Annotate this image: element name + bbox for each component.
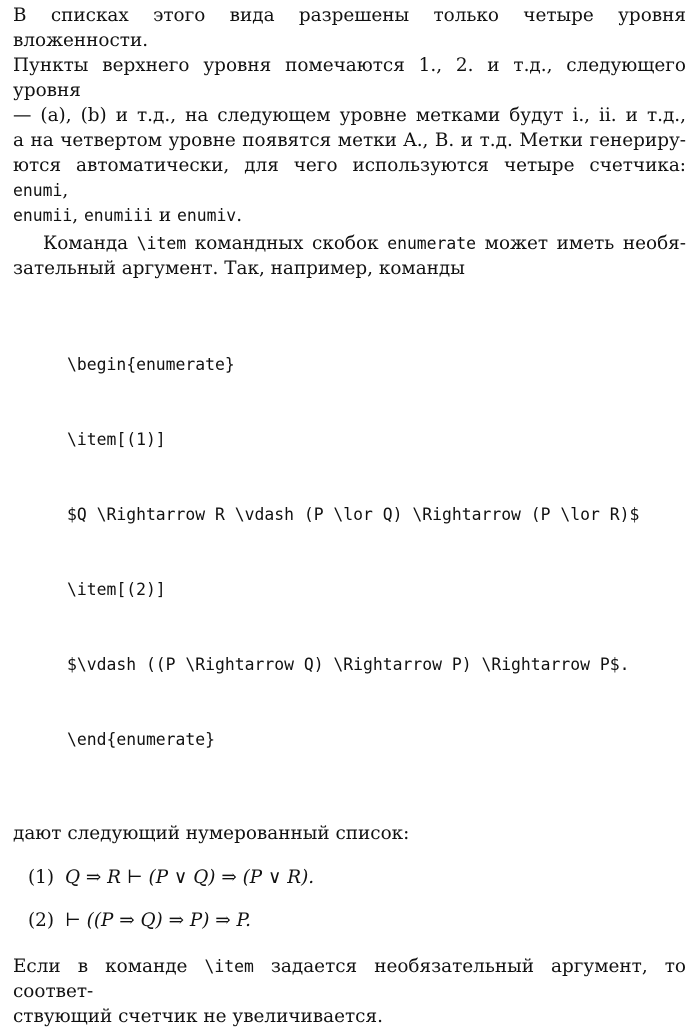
text-line: В списках этого вида разрешены только четыре уровня вложенности. — [13, 5, 686, 51]
list-item-label: (1) — [28, 867, 55, 888]
text-line: Пункты верхнего уровня помечаются 1., 2. и т.д., следующего уровня — [13, 55, 686, 101]
list-item-label: (2) — [28, 910, 55, 931]
code-block — [13, 302, 686, 802]
text-fragment: может иметь необя- — [476, 233, 687, 254]
text-fragment: задается необязательный аргумент, то соответ- — [13, 956, 686, 1002]
code-line: $\vdash ((P \Rightarrow Q) \Rightarrow P) \Rightarrow P$. — [67, 655, 630, 674]
text-line — [13, 954, 686, 1004]
counter-name: enumiv — [176, 206, 237, 225]
text-line — [13, 153, 686, 203]
conjunction: и — [153, 205, 177, 226]
text-line: а на четвертом уровне появятся метки A., B. и т.д. Метки генериру- — [13, 130, 686, 151]
text-fragment: Если в команде — [13, 956, 205, 977]
paragraph-enumerate-levels — [13, 0, 686, 228]
code-line: \begin{enumerate} — [67, 355, 235, 374]
period: . — [236, 205, 243, 226]
text-line: ствующий счетчик не увеличивается. — [13, 1006, 383, 1027]
text-line: зательный аргумент. Так, например, команды — [13, 258, 465, 279]
list-item — [28, 908, 686, 933]
counter-name: enumii — [13, 206, 73, 225]
code-line: \end{enumerate} — [67, 730, 216, 749]
text-line: — (a), (b) и т.д., на следующем уровне метками будут i., ii. и т.д., — [13, 105, 686, 126]
math-formula: Q ⇒ R ⊢ (P ∨ Q) ⇒ (P ∨ R). — [65, 867, 315, 888]
math-formula: ⊢ ((P ⇒ Q) ⇒ P) ⇒ P. — [65, 910, 251, 931]
text-fragment: командных скобок — [186, 233, 388, 254]
counter-name: enumi — [13, 181, 63, 200]
text-line — [13, 231, 686, 256]
list-item — [28, 865, 686, 890]
environment-name: enumerate — [387, 234, 477, 253]
text-fragment: Команда — [43, 233, 137, 254]
text-line — [13, 203, 686, 228]
code-line: \item[(2)] — [67, 580, 166, 599]
paragraph-counter-note — [13, 954, 686, 1029]
code-line: \item[(1)] — [67, 430, 166, 449]
text-fragment: ются автоматически, для чего используются четыре счетчика: — [13, 155, 686, 176]
comma: , — [62, 180, 69, 201]
comma: , — [72, 205, 79, 226]
latex-command: \item — [204, 957, 254, 976]
code-line: $Q \Rightarrow R \vdash (P \lor Q) \Rightarrow (P \lor R)$ — [67, 505, 640, 524]
latex-command: \item — [136, 234, 187, 253]
numbered-list — [13, 865, 686, 933]
counter-name: enumiii — [83, 206, 154, 225]
paragraph-list-intro: дают следующий нумерованный список: — [13, 823, 410, 844]
paragraph-item-optional-argument — [13, 231, 686, 281]
